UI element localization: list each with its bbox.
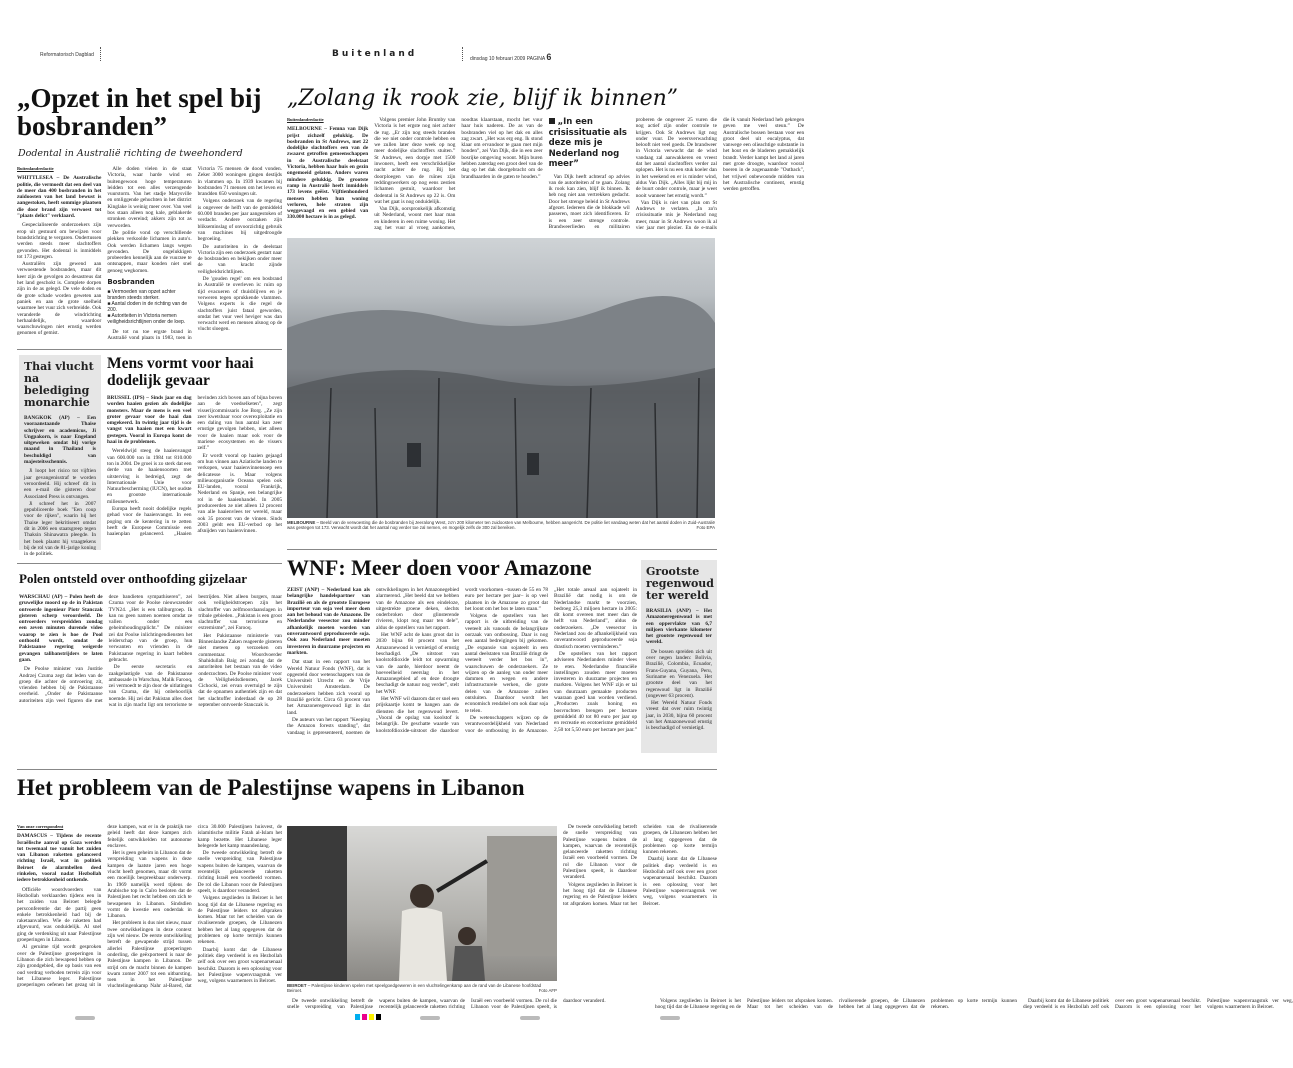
article-wnf — [287, 587, 637, 764]
paragraph: MELBOURNE – Femna van Dijk prijst zichzelf gelukkig. De bosbranden in St Andrews, met 22 dodelijke slachtoffers een van de zwaarst getroffen gemeenschappen in de Australische deelstaat Victoria, hebben haar huis en gezin ongemoeid gelaten. Anders waren mindere gelukkig. De grootste ramp in Australië heeft inmiddels 173 levens geëist. Vijftienhonderd mensen hebben hun woning verloren, hele straten zijn weggevaagd en een gebied van 330.000 hectare is in as gelegd. — [287, 126, 369, 221]
photo-caption-beiroet: BEIROET – Palestijnse kinderen spelen met speelgoedgeweren in een vluchtelingenkamp aan de rand van de Libanese hoofdstad Beiroet. Foto AFP — [287, 983, 557, 994]
paragraph: DAMASCUS – Tijdens de recente Israëlische aanval op Gaza werden tot tweemaal toe vanuit het zuiden van Libanon raketten gelanceerd richting Israël, wat in politiek Beiroet de alarmbellen deed rinkelen, vooral nadat Hezbollah iedere betrokkenheid ontkende. — [17, 833, 102, 884]
paragraph: De opstellers van het rapport adviseren Nederlanders minder vlees te eten. Nederlandse financiële instellingen zouden meer moeten investeren in duurzame projecten en markten. Volgens het WNF zijn er tal van duurzaam gemaakte producten waaraan goed kan worden verdiend. „Producten zoals honing en bosvruchten brengen per hectare gemiddeld 40 tot 80 euro per jaar op en recreatie en ecotoerisme gemiddeld 2,50 tot 5,50 euro per hectare per jaar.” — [554, 650, 637, 733]
headline-zolang: „Zolang ik rook zie, blijf ik binnen” — [287, 86, 679, 111]
paragraph: Volgens premier John Brumby van Victoria is het ergste nog niet achter de rug. „Er zijn nog steeds branden die we niet onder controle hebben en we zullen later deze week op nog meer dodelijke slachtoffers stuiten.” St Andrews, een dorpje met 1500 inwoners, heeft een verschrikkelijke nacht achter de rug. Bij het doorploegen van de ruïnes zijn reddingswerkers op nog eens zestien lichamen gestuit, waardoor het dodental in St Andrews op 22 is. Om wat het gaat is nog onduidelijk. — [374, 117, 456, 205]
color-bar — [355, 1014, 381, 1020]
paragraph: Gespecialiseerde onderzoekers zijn erop uit gestuurd om bewijzen voor brandstichting te vergaren. Ondertussen werden steeds meer slachtoffers gevonden. Het dodental is inmiddels tot 173 gestegen. — [17, 222, 102, 260]
landscape-illustration — [287, 238, 715, 518]
paragraph: Al geruime tijd wordt gesproken over de Palestijnse groeperingen in Libanon die zich bewapend hebben op zijn grondgebied, die op basis van een oud verdrag verboden terrein zijn voor het Libanese leger. Palestijnse groeperingen oefenen het gezag uit in deze kampen, wat er in de praktijk toe geleid heeft dat deze kampen zich feitelijk ontwikkelden tot autonome enclaves. — [17, 824, 192, 989]
article-libanon-bottom — [287, 998, 1293, 1011]
article-polen — [19, 594, 282, 764]
headline-haai: Mens vormt voor haai dodelijk gevaar — [107, 355, 254, 389]
article-zolang — [287, 117, 805, 235]
paragraph: Australiërs zijn gewend aan verwoestende bosbranden, maar dit keer zijn de gevolgen zo desastreus dat het land geschokt is. Complete dorpen zijn in de as gelegd. De vele doden en de grote schade worden geweten aan paniek en aan de grote snelheid waarmee het vuur zich verbreidde. Ook veranderde de windrichting herhaaldelijk, waardoor waarschuwingen niet ernstig werden genomen of gemist. — [17, 261, 102, 337]
headline-libanon: Het probleem van de Palestijnse wapens in Libanon — [17, 775, 525, 800]
byline: Buitenlandredactie — [287, 117, 324, 122]
paragraph: Volgens zegslieden in Beiroet is het hoog tijd dat de Libanese regering en de Palestijnse leiders tot afspraken komen. Maar tot het scheiden van de rivaliserende groepen, de Libanezen hebben het al lang opgegeven dat de problemen op korte termijn kunnen rekenen. — [197, 895, 282, 946]
article-libanon-continued — [563, 824, 717, 996]
paragraph: Van Dijk heeft achteraf op advies van de autoriteiten af te gaan. Zolang ik rook kan zien, blijf ik binnen. Ik heb nog niet aan vertrekken gedacht. Door het strenge beleid in St Andrews afgezet. Iedereen die de blokkade wil passeren, moet zich identificeren. Er is een zeer strenge controle. Brandweerlieden en militairen proberen de ongeveer 25 vuren die nog actief zijn onder controle te krijgen. Ook St Andrews ligt nog onder vuur. De weersverwachting belooft niet veel goeds. De brandweer in Victoria verwacht dat de wind vandaag zal aanwakkeren en vreest dat het aantal slachtoffers verder zal oplopen. Het is nu een stuk koeler dan in het weekend en er is minder wind, aldus Van Dijk. „Alles lijkt bij mij in de buurt onder controle, maar je weet nooit wanneer het ernstig wordt.” — [548, 117, 717, 230]
divider — [287, 549, 717, 550]
article-libanon — [17, 824, 282, 996]
paragraph: De bossen spreiden zich uit over negen landen: Bolivia, Brazilië, Colombia, Ecuador, Frans-Guyana, Guyana, Peru, Suriname en Venezuela. Het grootste deel van het regenwoud ligt in Brazilië (ongeveer 63 procent). — [646, 648, 712, 699]
paper-name: Reformatorisch Dagblad — [40, 52, 94, 58]
paragraph: De autoriteiten in de deelstaat Victoria zijn een onderzoek gestart naar de bosbranden en bekijken onder meer de van kracht zijnde veiligheidsrichtlijnen. — [197, 243, 282, 275]
paragraph: De tot nu toe ergste brand in Australië vond plaats in 1983, toen in Victoria 75 mensen de dood vonden. Zeker 3000 woningen gingen destijds in vlammen op. In 1939 kwamen bij bosbranden 71 mensen om het leven en brandden 650 woningen uit. — [107, 166, 282, 342]
paragraph: ZEIST (ANP) – Nederland kan als belangrijke handelspartner van Brazilië en als de grootste Europese importeur van soja veel meer doen aan het behoud van de Amazone. De Nederlandse veesector zou minder afhankelijk moeten worden van onverantwoord geproduceerde soja. Ook zou Nederland meer moeten investeren in duurzame projecten en markten. — [287, 587, 370, 656]
paragraph: Er wordt vooral op haaien gejaagd om hun vinnen aan Aziatische landen te verkopen, waar haaienvinnensoep een delicatesse is. Maar volgens milieuorganisatie Oceana spelen ook EU-landen, vooral Frankrijk, Nederland en Spanje, een belangrijke rol in de haaienhandel. In 2005 produceerden ze niet alleen 12 procent van alle haaienvlees ter wereld, maar ook 35 procent van de vinnen. Sinds 2003 geldt een EU-verbod op het afsnijden van haaienvinnen. — [197, 452, 282, 535]
byline: Buitenlandredactie — [17, 166, 54, 171]
paragraph: De eerste secretaris en zaakgelastigde van de Pakistaanse ambassade in Warschau, Malik Farooq, zei vermoedt te zijn door de uitlatingen van Czuma, die hij onbehoorlijk noemde. Hij zei dat Pakistan alles doet wat in zijn macht ligt om terrorisme te bestrijden. Niet alleen burgers, maar ook veiligheidstroepen zijn het slachtoffer van zelfmoordaanslagen in tribale gebieden. „Pakistan is een groot slachtoffer van terrorisme en extremisme”, zei Farooq. — [108, 594, 282, 709]
section-title: Buitenland — [332, 49, 418, 59]
paragraph: Het is geen geheim in Libanon dat de verspreiding van wapens in deze kampen de laatste jaren een hoge vlucht heeft genomen, maar dit vormt een moeilijk bespreekbaar onderwerp. In 1969 namelijk werd tijdens de Arabische top in Caïro besloten dat de Palestijnen het recht hebben om zich te bewapenen in Libanon. Sindsdien vormt de kwestie een onderdak in Libanon. — [107, 850, 192, 920]
registration-mark — [75, 1016, 95, 1020]
paragraph: Het WNF wil daarom dat er snel een prijskaartje komt te hangen aan de diensten die het regenwoud levert. „Vooral de opslag van koolstof is belangrijk. De geschatte waarde van koolstofdioxide-uitstoot die daardoor wordt voorkomen –tussen de 55 en 78 euro per hectare per jaar– is op veel plaatsen in de Amazone zo groot dat het loont om het bos te laten staan.” — [376, 587, 548, 734]
paragraph: Ji schreef het in 2007 gepubliceerde boek "Een coup voor de rijken", waarin hij het Thaise leger bekritiseert omdat dit in 2006 een staatsgreep tegen Thaksin Shinawatra pleegde. In het boek plaatst hij vraagtekens bij de rol van de 81-jarige koning in de politiek. — [24, 500, 96, 558]
headline-regenwoud: Grootste regenwoud ter wereld — [646, 565, 714, 602]
byline: Van onze correspondent — [17, 824, 64, 829]
paragraph: Volgens onderzoek van de regering is ongeveer de helft van de gemiddeld 60.000 branden per jaar aangestoken of verdacht. Andere oorzaken zijn blikseminslag of onvoorzichtig gebruik van machines bij uitgedroogde begroeiing. — [197, 198, 282, 243]
photo-credit: Foto AFP — [538, 988, 557, 994]
headline-polen: Polen ontsteld over onthoofding gijzelaar — [19, 571, 247, 586]
photo-credit: Foto EPA — [696, 525, 715, 531]
paragraph: Volgens zegslieden in Beiroet is het hoog tijd dat de Libanese regering en de Palestijnse leiders tot afspraken komen. Maar tot het scheiden van de rivaliserende groepen, de Libanezen hebben het al lang opgegeven dat de problemen op korte termijn kunnen rekenen. — [655, 998, 1017, 1011]
paragraph: Ji loopt het risico tot vijftien jaar gevangenisstraf te worden veroordeeld. Hij schreef dit in een e-mail die gisteren door Associated Press is ontvangen. — [24, 468, 96, 500]
paragraph: De Poolse minister van Justitie Andrzej Czuma zegt dat leden van de groep die achter de ontvoering zit, vrienden hebben bij de Pakistaanse overheid. „Onder de Pakistaanse autoriteiten zijn veel figuren die met deze bandieten sympathiseren”, zei Czuma voor de Poolse nieuwszender TVN24. „Het is een taliburgroep. Ik kan nu geen namen noemen omdat ze vallen onder een geheimhoudingsplicht.” De minister zei dat Poolse inlichtingendiensten het leiderschap van de groep, hun verwanten en vrienden in de Pakistaanse regering in kaart hebben gebracht. — [19, 594, 193, 704]
sidebar-thai — [19, 355, 101, 558]
page-date — [470, 52, 551, 62]
headline-opzet: „Opzet in het spel bij bosbranden” — [17, 83, 262, 141]
paragraph: De auteurs van het rapport "Keeping the Amazon forests standing", dat vandaag is gepresenteerd, noemen de ontwikkelingen in het Amazonegebied alarmerend. „Het beeld dat we hebben van de Amazone als een eindeloze, uitgestrekte groene deken, slechts onderbroken door glinsterende rivieren, klopt nog maar ten dele”, aldus de opstellers van het rapport. — [287, 587, 459, 736]
paragraph: De tweede ontwikkeling betreft de snelle verspreiding van Palestijnse wapens buiten de kampen, waarvan de recentelijk gelanceerde raketten richting Israël een voorbeeld vormen. De rol die Libanon voor de Palestijnen speelt, is daardoor veranderd. — [287, 998, 606, 1011]
paragraph: Daarbij komt dat de Libanese politiek diep verdeeld is en Hezbollah zelf ook over een groot wapenarsenaal beschikt. Daarom is een oplossing voor het Palestijnse wapenvraagstuk ver weg, volgens waarnemers in Beiroet. — [643, 856, 717, 907]
date-text: dinsdag 10 februari 2009 — [470, 56, 526, 62]
paragraph: Daarbij komt dat de Libanese politiek diep verdeeld is en Hezbollah zelf ook over een groot wapenarsenaal beschikt. Daarom is een oplossing voor het Palestijnse wapenvraagstuk ver weg, volgens waarnemers in Beiroet. — [1023, 998, 1293, 1011]
registration-mark — [420, 1016, 440, 1020]
factbox-title: Bosbranden — [107, 278, 155, 287]
divider — [100, 47, 101, 61]
factbox-bosbranden — [107, 278, 191, 325]
paragraph: De wetenschappers wijzen op de verantwoordelijkheid van Nederland voor de ontbossing in de Amazone. „Het totale areaal aan sojateelt in Brazilië dat nodig is om de Nederlandse markt te voorzien, bedroeg 25,3 miljoen hectare in 2005: dit komt overeen met meer dan de helft van Nederland”, aldus de onderzoekers. „De veesector in Nederland zou de afhankelijkheid van onverantwoord geproduceerde soja drastisch moeten verminderen.” — [465, 587, 637, 734]
paragraph: BANGKOK (AP) – Een vooraanstaande Thaise schrijver en academicus, Ji Ungpakorn, is naar Engeland uitgeweken omdat hij vorige maand in Thailand is beschuldigd van majesteitsschennis. — [24, 415, 96, 466]
paragraph: Het WNF acht de kans groot dat in 2030 bijna 60 procent van het Amazonewoud is vernietigd of ernstig beschadigd. „De uitstoot van koolstofdioxide leidt tot opwarming van de aarde, hierdoor neemt de hoeveelheid neerslag in het Amazonegebied af en deze droogte beschadigt de natuur nog verder”, stelt het WNF. — [376, 632, 459, 695]
paragraph: De politie vond op verschillende plekken verkoolde lichamen in auto's. Ook werden lichamen langs wegen gevonden. De ongelukkigen probeerden kennelijk aan de vuurzee te ontsnappen, maar konden niet snel genoeg wegkomen. — [107, 229, 192, 274]
headline-thai: Thai vlucht na belediging monarchie — [24, 360, 94, 409]
children-illustration — [287, 826, 557, 981]
paragraph: Van Dijk is niet van plan om St Andrews te verlaten. „In zo'n crisissituatie mis je Nederland nog meer, maar in St Andrews woon ik al vier jaar met plezier. En de e-mails die ik vanuit Nederland heb gekregen geven me veel steun.” De Australische bossen bestaan voor een groot deel uit eucalyptus, dat vanwege een olieachtige substantie in het hout en de bladeren gemakkelijk brandt. Verder kampt het land al jaren met grote droogte, waardoor vooral boeren in de zogenaamde "Outback", het vrijwel onbewoonde midden van het Australische continent, ernstig werden getroffen. — [635, 117, 805, 232]
paragraph: WARSCHAU (AP) – Polen heeft de gruwelijke moord op de in Pakistan ontvoerde ingenieur Piotr Stanczak gisteren scherp veroordeeld. De ontvoerders verspreidden zondag een zeven minuten durende video waarop te zien is hoe de Pool onthoofd wordt, omdat de Pakistaanse regering weigerde gevangen talibanstrijders te laten gaan. — [19, 594, 103, 663]
divider — [17, 769, 717, 770]
paragraph: Wereldwijd steeg de haaienvangst van 600.000 ton in 1984 tot 810.000 ton in 2004. De groei is zo sterk dat een derde van de haaiensoorten met uitsterving is bedreigd, zegt de Internationale Unie voor Natuurbescherming (IUCN), het oudste en grootste internationale milieunetwerk. — [107, 448, 192, 505]
page-label: PAGINA — [526, 56, 545, 62]
paragraph: Alle doden vielen in de staat Victoria, waar harde wind en buitengewoon hoge temperaturen leidden tot een alles verzengende vuurstorm. Van het stadje Marysville en omliggende gehuchten in het district Kinglake is weinig meer over. Van veel bos staan alleen nog kale, geblakerde stronken overeind; akkers zijn tot as verworden. — [107, 166, 192, 229]
paragraph: Daarbij komt dat de Libanese politiek diep verdeeld is en Hezbollah zelf ook over een groot wapenarsenaal beschikt. Daarom is een oplossing voor het Palestijnse wapenvraagstuk ver weg, volgens waarnemers in Beiroet. — [197, 946, 282, 985]
factbox-bullet: ■ Aantal doden in de richting van de 200. — [107, 301, 188, 314]
article-haai — [107, 395, 282, 553]
divider — [17, 563, 282, 564]
factbox-bullet: ■ Vermoeden van opzet achter branden steeds sterker. — [107, 289, 176, 302]
sidebar-regenwoud — [641, 560, 717, 753]
photo-burned-landscape — [287, 238, 715, 518]
photo-palestinian-children — [287, 826, 557, 981]
paragraph: De 'gouden regel' om een bosbrand in Australië te overleven is: ruim op tijd evacueren of thuisblijven en je verweren tegen oprukkende vlammen. Volgens experts is die regel de slachtoffers juist fataal geworden, omdat het vuur veel heviger was dan verwacht werd en mensen alsnog op de vlucht sloegen. — [197, 276, 282, 333]
paragraph: De tweede ontwikkeling betreft de snelle verspreiding van Palestijnse wapens buiten de kampen, waarvan de recentelijk gelanceerde raketten richting Israël een voorbeeld vormen. De rol die Libanon voor de Palestijnen speelt, is daardoor veranderd. — [197, 850, 282, 894]
paragraph: Het probleem is dus niet nieuw, maar twee ontwikkelingen in deze context zijn wel nieuw. De eerste ontwikkeling betreft de gewapende strijd tussen allerlei Palestijnse groeperingen onderling, die geëxporteerd is naar de Palestijnse kampen in Libanon. De strijd om de macht binnen de kampen kwam zomer 2007 tot een uitbarsting, toen in het Palestijnse vluchtelingenkamp Nahr al-Bared, dat circa 30.000 Palestijnen huisvest, de islamitische militie Fatah al-Islam het kamp bezette. Het Libanese leger belegerde het kamp maandenlang. — [107, 824, 282, 990]
paragraph: Dat staat in een rapport van het Wereld Natuur Fonds (WNF), dat is opgesteld door wetenschappers van de Universiteit Utrecht en de Vrije Universiteit Amsterdam. De onderzoekers hebben zich vooral op Brazilië gericht. Circa 63 procent van het Amazoneregenwoud ligt in dat land. — [287, 659, 370, 716]
paragraph: BRUSSEL (IPS) – Sinds jaar en dag worden haaien gezien als dodelijke monsters. Maar de mens is een veel groter gevaar voor de haai dan omgekeerd. In twintig jaar tijd is de vangst van haaien met een kwart gestegen. Vooral in Europa komt de haai in de problemen. — [107, 395, 192, 446]
registration-mark — [660, 1016, 680, 1020]
pull-quote: „In een crisissituatie als deze mis je Nederland nog meer” — [548, 117, 627, 169]
paragraph: Van Dijk, oorspronkelijk afkomstig uit Nederland, woont met haar man en kinderen in een ruime woning. Het zag het vuur al vroeg aankomen, noodtas klaarstaan, mocht het vuur haar huis naderen. De as van de bosbranden viel op het dak en alles zag zwart. „Het was erg eng. Ik stond klaar om ervandoor te gaan met mijn honden”, zei Van Dijk, die in een zeer bosrijke omgeving woont. Mijn buren hebben zaterdag een groot deel van de dag op het dak doorgebracht om de brandhaarden in de gaten te houden.” — [374, 117, 543, 232]
paragraph: BRASILIA (ANP) – Het Amazoneregenwoud is met een oppervlakte van 6,7 miljoen vierkante kilometer het grootste regenwoud ter wereld. — [646, 608, 712, 646]
paragraph: Het Wereld Natuur Fonds vreest dat over ruim twintig jaar, in 2030, bijna 60 procent van het Amazonewoud ernstig is beschadigd of vernietigd. — [646, 700, 712, 732]
paragraph: De tweede ontwikkeling betreft de snelle verspreiding van Palestijnse wapens buiten de kampen, waarvan de recentelijk gelanceerde raketten richting Israël een voorbeeld vormen. De rol die Libanon voor de Palestijnen speelt, is daardoor veranderd. — [563, 824, 637, 881]
headline-wnf: WNF: Meer doen voor Amazone — [287, 555, 592, 580]
paragraph: Het Pakistaanse ministerie van Binnenlandse Zaken reageerde gisteren niet meteen op verzoeken om commentaar. Woordvoerder Shahidullah Baig zei zondag dat de autoriteiten het bestaan van de video onderzochten. De Poolse minister voor de Veiligheidsdiensten, Jacek Cichocki, zei ervan overtuigd te zijn dat de opnamen authentiek zijn en dat het slachtoffer inderdaad de op 28 september ontvoerde Stanczak is. — [198, 632, 282, 709]
subtitle-opzet: Dodental in Australië richting de tweehonderd — [18, 148, 243, 159]
paragraph: WHITTLESEA – De Australische politie, die vermoedt dat een deel van de meer dan 400 bosbranden in het zuidoosten van het land bewust is aangestoken, heeft sommige plaatsen die door brand zijn verwoest tot "plaats delict" verklaard. — [17, 175, 102, 220]
factbox-bullet: ■ Autoriteiten in Victoria nemen veiligheidsrichtlijnen onder de loep. — [107, 313, 186, 326]
paragraph: Volgens zegslieden in Beiroet is het hoog tijd dat de Libanese regering en de Palestijnse leiders tot afspraken komen. Maar tot het scheiden van de rivaliserende groepen, de Libanezen hebben het al lang opgegeven dat de problemen op korte termijn kunnen rekenen. — [563, 824, 717, 907]
divider — [462, 47, 463, 61]
registration-mark — [520, 1016, 540, 1020]
page-number: 6 — [546, 52, 552, 62]
paragraph: Europa heeft nooit dodelijke regels gehad voor de haaienvangst. In een poging om de kentering in te zetten heeft de Europese Commissie een haaienplan gelanceerd. „Haaien bevinden zich boven aan of bijna boven aan de voedselketen”, zegt visserijcommissaris Joe Borg. „Ze zijn zeer kwetsbaar voor overexploitatie en een daling van hun aantal kan zeer ernstige gevolgen hebben, niet alleen voor de haaien maar ook voor de mariene ecosystemen en de vissers zelf.” — [107, 395, 282, 538]
photo-caption-melbourne: MELBOURNE – Beeld van de verwoesting die de bosbranden bij Jeeralong West, zo'n 200 kilometer ten zuidoosten van Melbourne, hebben aangericht. De politie liet vandaag weten dat het aantal doden in Zuid-Australië was gestegen tot 173. Verwacht wordt dat het aantal nog verder toe zal nemen, en mogelijk zelfs de 300 zal bereiken. Foto EPA — [287, 520, 715, 531]
divider — [17, 349, 282, 350]
paragraph: Volgens de opstellers van het rapport is de uitbreiding van de veeteelt als vanouds de belangrijkste oorzaak van ontbossing. Daar is nog een aantal bedreigingen bij gekomen. „De expansie van sojateelt in een aantal deelstaten van Brazilië dringt de veeteelt verder het bos in”, waarschuwen de onderzoekers. Ze wijzen op de aanleg van onder meer dammen en wegen en andere infrastructurele werken, die grote delen van de Amazone zullen ontsluiten. Daardoor wordt het economisch rendabel om ook daar soja te telen. — [465, 613, 548, 714]
article-opzet — [17, 166, 282, 346]
paragraph: Officiële woordvoerders van Hezbollah verklaarden tijdens een in het zuiden van Beiroet belegde persconferentie dat de partij geen enkele betrokkenheid had bij de raketaanvallen. Wie de raketten had afgevuurd, was onduidelijk. Al snel ging de verdenking uit naar Palestijnse groeperingen in Libanon. — [17, 886, 102, 944]
